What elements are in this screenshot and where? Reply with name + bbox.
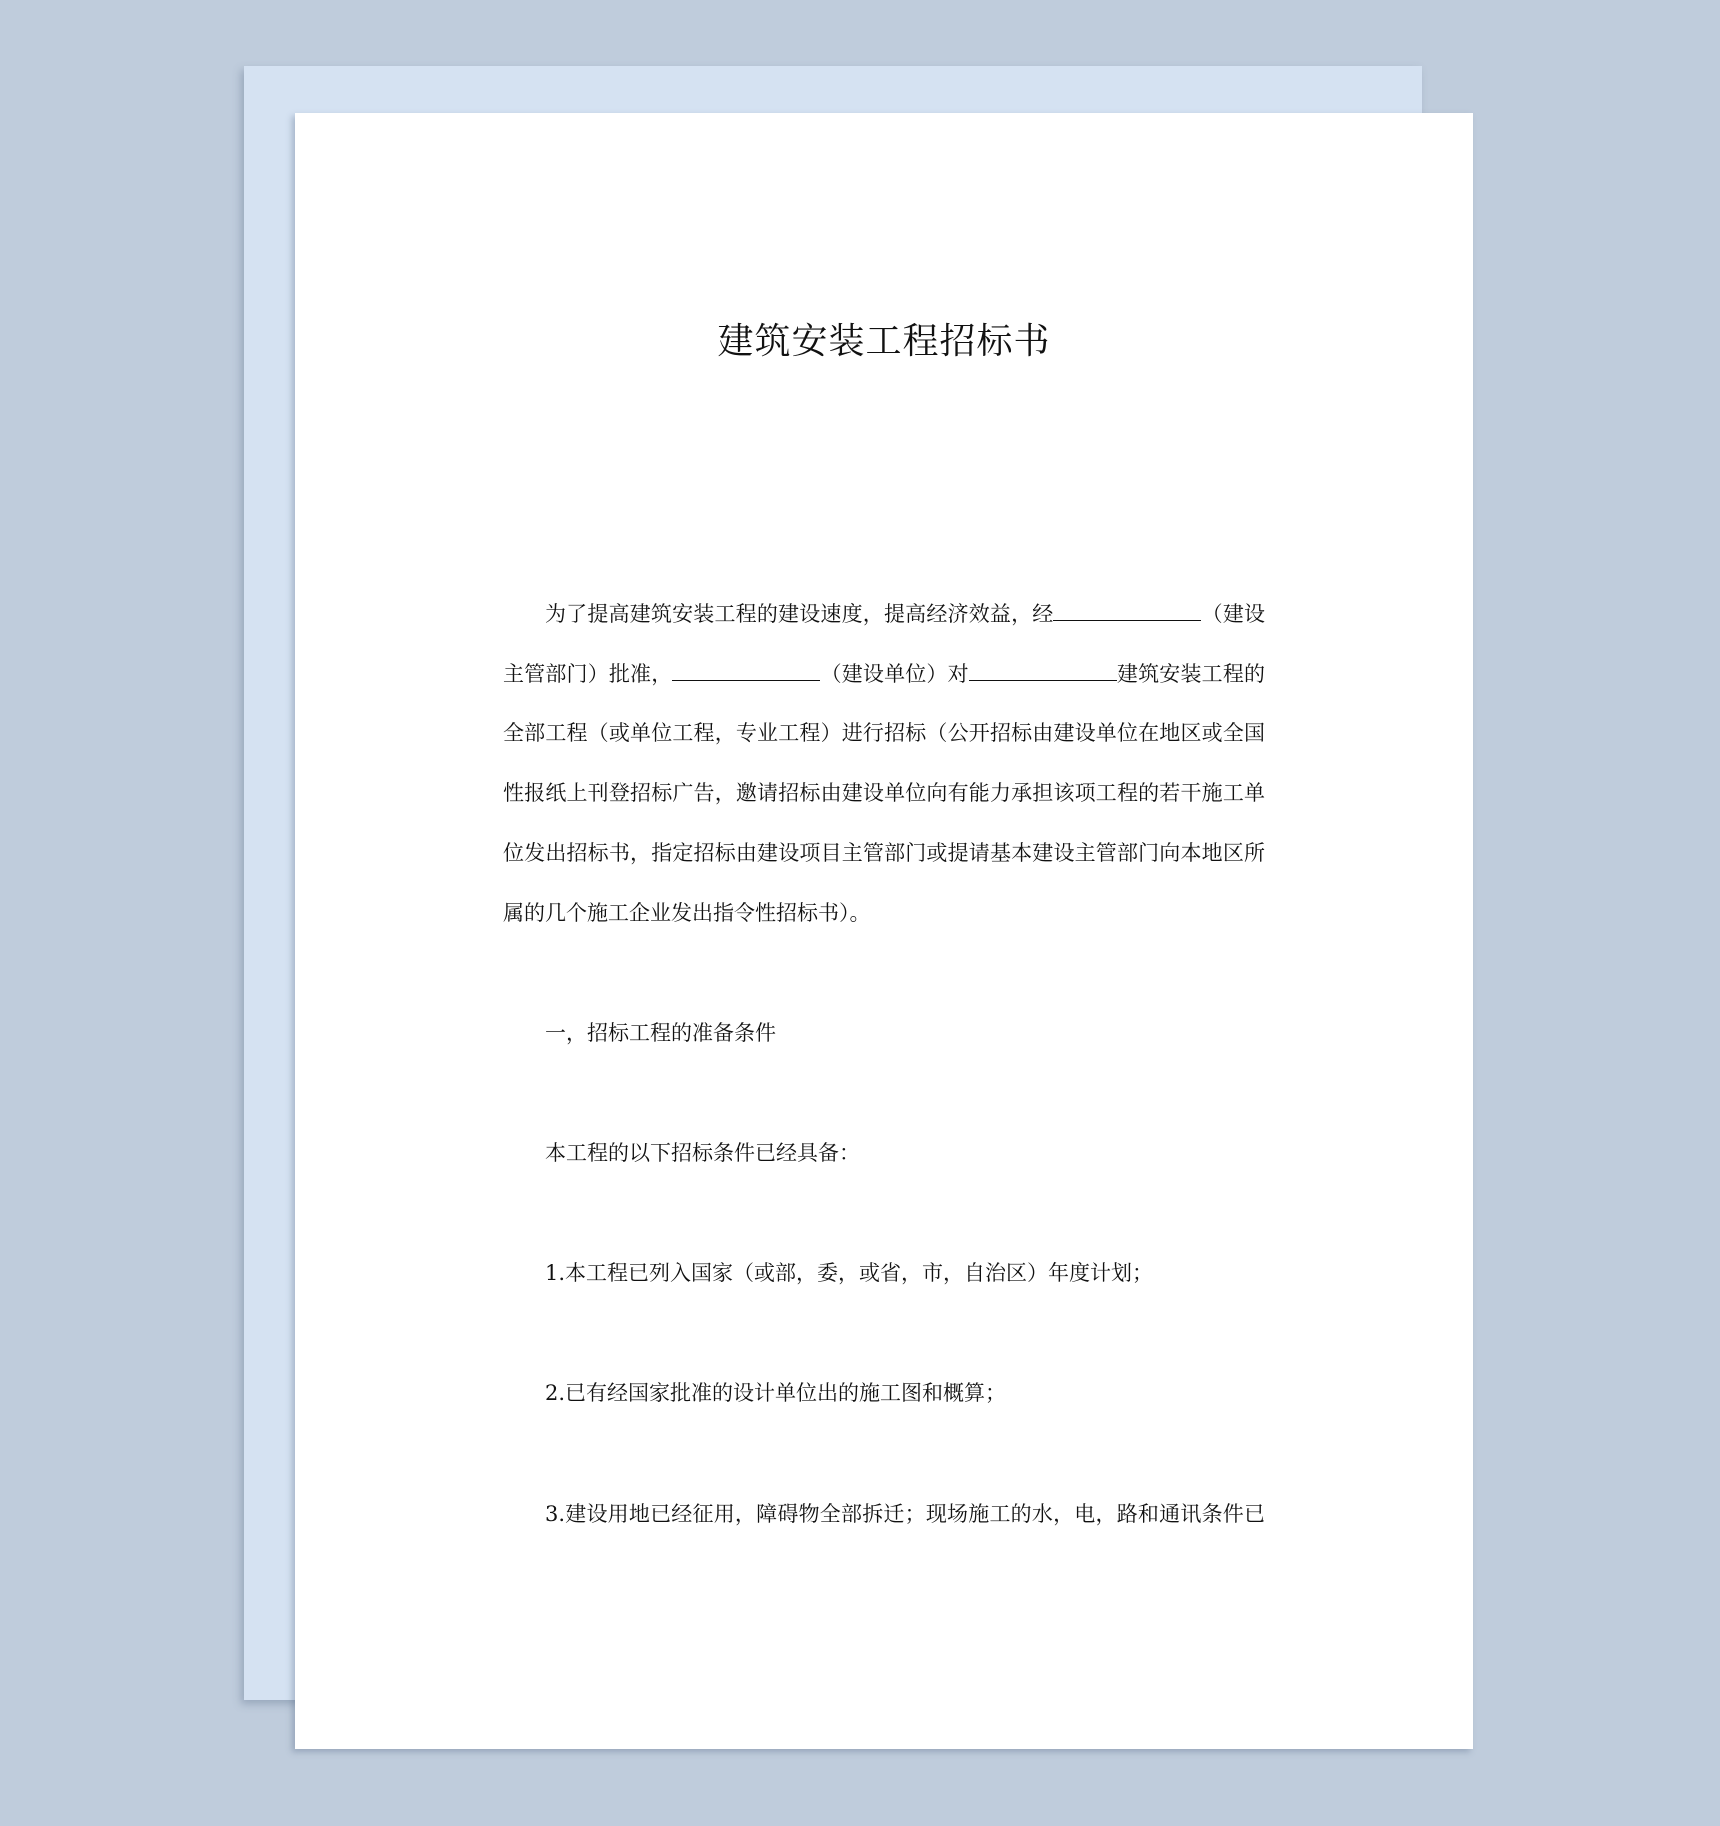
paragraph-line: 位发出招标书，指定招标由建设项目主管部门或提请基本建设主管部门向本地区所 — [503, 841, 1265, 865]
blank-field — [1053, 598, 1201, 621]
list-item: 3.建设用地已经征用，障碍物全部拆迁；现场施工的水，电，路和通讯条件已 — [545, 1502, 1265, 1526]
paragraph-line: 属的几个施工企业发出指令性招标书）。 — [503, 901, 871, 925]
conditions-intro: 本工程的以下招标条件已经具备： — [545, 1141, 860, 1165]
text: 主管部门）批准， — [503, 662, 673, 686]
paragraph-line: 全部工程（或单位工程，专业工程）进行招标（公开招标由建设单位在地区或全国 — [503, 721, 1265, 745]
document-title: 建筑安装工程招标书 — [717, 321, 1051, 362]
text: 建筑安装工程的 — [1116, 662, 1265, 686]
text: 为了提高建筑安装工程的建设速度，提高经济效益，经 — [545, 602, 1054, 626]
blank-field — [672, 658, 820, 681]
text: （建设 — [1201, 602, 1266, 626]
paragraph-line — [503, 658, 1265, 689]
list-item: 1.本工程已列入国家（或部，委，或省，市，自治区）年度计划； — [545, 1261, 1154, 1285]
document-page — [295, 113, 1473, 1749]
list-item: 2.已有经国家批准的设计单位出的施工图和概算； — [545, 1381, 1007, 1405]
blank-field — [969, 658, 1117, 681]
paragraph-line — [503, 598, 1265, 629]
section-heading: 一，招标工程的准备条件 — [545, 1021, 776, 1045]
paragraph-line: 性报纸上刊登招标广告，邀请招标由建设单位向有能力承担该项工程的若干施工单 — [503, 781, 1265, 805]
text: （建设单位）对 — [820, 662, 969, 686]
